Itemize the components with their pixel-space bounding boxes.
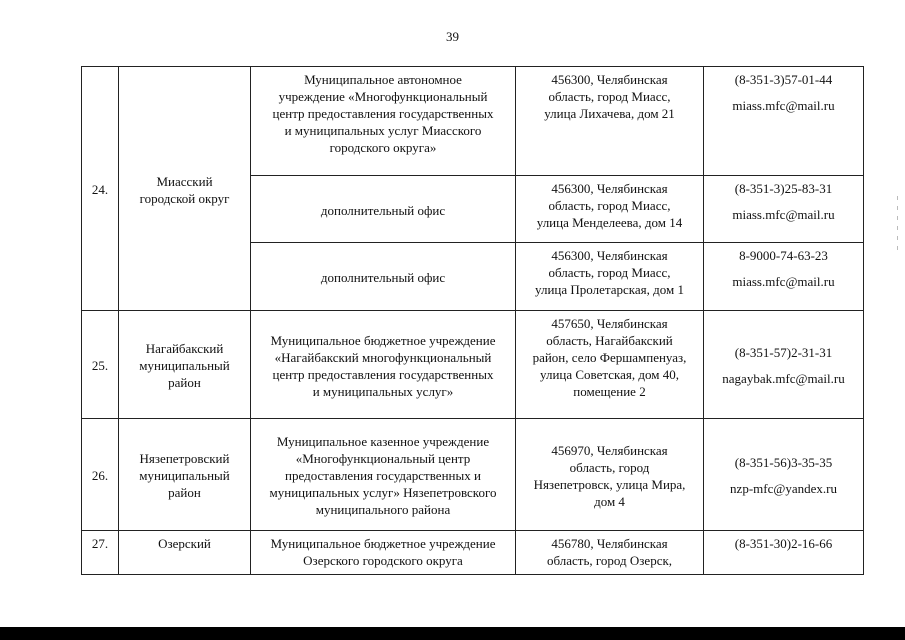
row-number: 26. (82, 419, 119, 531)
table-row-26 (82, 419, 864, 531)
address: 456300, Челябинская область, город Миасс, улица Пролетарская, дом 1 (516, 243, 704, 311)
phone-number: (8-351-3)25-83-31 (734, 181, 833, 196)
phone-number: (8-351-3)57-01-44 (734, 72, 833, 87)
email-address: miass.mfc@mail.ru (732, 207, 835, 222)
municipality-name: Нязепетровский муниципальный район (119, 419, 251, 531)
contacts (704, 419, 864, 531)
institution-name: Муниципальное казенное учреждение «Многофункциональный центр предоставления государственных и муниципальных услуг» Нязепетровского муниципального района (251, 419, 516, 531)
table-row-25 (82, 311, 864, 419)
email-address: nzp-mfc@yandex.ru (730, 481, 837, 496)
page-number: 39 (446, 29, 459, 44)
table-row-27 (82, 531, 864, 575)
municipality-name: Нагайбакский муниципальный район (119, 311, 251, 419)
scan-bottom-edge (0, 627, 905, 640)
contacts (704, 176, 864, 243)
email-address: miass.mfc@mail.ru (732, 274, 835, 289)
institution-name: Муниципальное бюджетное учреждение «Нагайбакский многофункциональный центр предоставления государственных и муниципальных услуг» (251, 311, 516, 419)
contacts (704, 243, 864, 311)
address: 456780, Челябинская область, город Озерск, (516, 531, 704, 575)
municipality-name: Озерский (119, 531, 251, 575)
email-address: nagaybak.mfc@mail.ru (722, 371, 845, 386)
scan-artifact (895, 190, 901, 310)
phone-number: (8-351-57)2-31-31 (734, 345, 833, 360)
mfc-registry-table (81, 66, 864, 575)
address: 456300, Челябинская область, город Миасс, улица Лихачева, дом 21 (516, 67, 704, 176)
phone-number: (8-351-56)3-35-35 (734, 455, 833, 470)
institution-name: дополнительный офис (251, 243, 516, 311)
institution-name: Муниципальное автономное учреждение «Многофункциональный центр предоставления государственных и муниципальных услуг Миасского городского округа» (251, 67, 516, 176)
row-number: 24. (82, 67, 119, 311)
address: 457650, Челябинская область, Нагайбакский район, село Фершампенуаз, улица Советская, дом 40, помещение 2 (516, 311, 704, 419)
address: 456970, Челябинская область, город Нязепетровск, улица Мира, дом 4 (516, 419, 704, 531)
contacts (704, 311, 864, 419)
contacts (704, 67, 864, 176)
institution-name: Муниципальное бюджетное учреждение Озерского городского округа (251, 531, 516, 575)
email-address: miass.mfc@mail.ru (732, 98, 835, 113)
row-number: 27. (82, 531, 119, 575)
address: 456300, Челябинская область, город Миасс, улица Менделеева, дом 14 (516, 176, 704, 243)
municipality-name: Миасский городской округ (119, 67, 251, 311)
table-row-24-main (82, 67, 864, 176)
row-number: 25. (82, 311, 119, 419)
phone-number: 8-9000-74-63-23 (739, 248, 828, 263)
institution-name: дополнительный офис (251, 176, 516, 243)
phone-number: (8-351-30)2-16-66 (734, 536, 833, 551)
contacts (704, 531, 864, 575)
